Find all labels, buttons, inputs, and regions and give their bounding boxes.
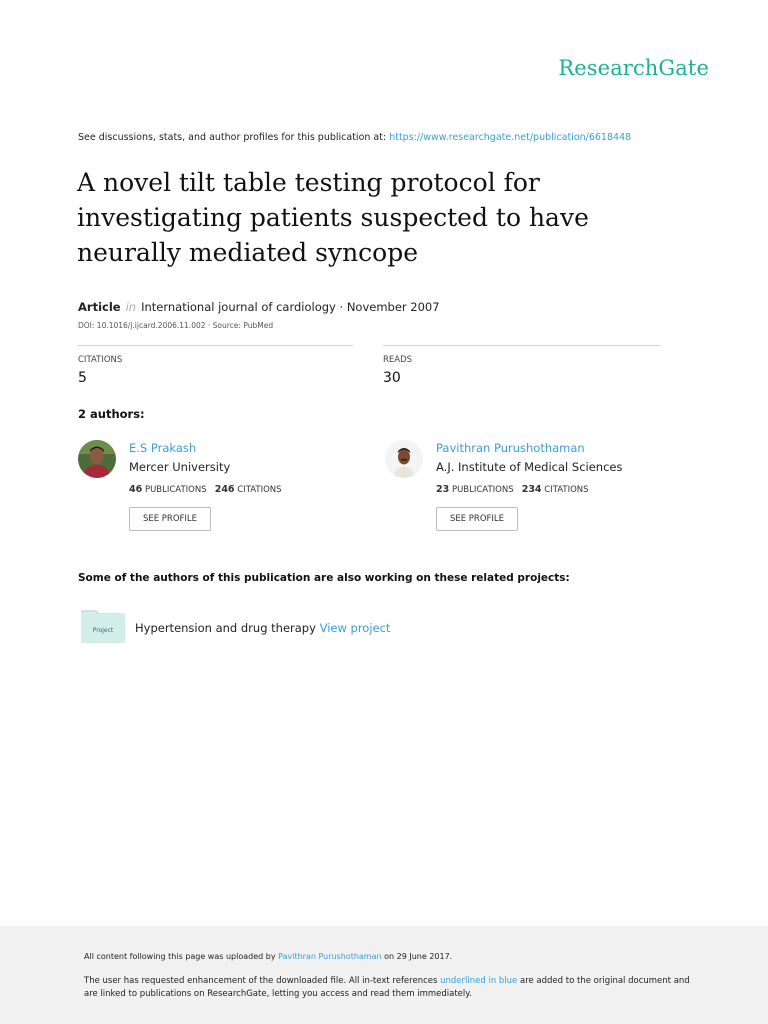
footer (0, 926, 768, 1024)
citations-label-small: CITATIONS (544, 485, 589, 495)
citations-divider (78, 345, 353, 346)
citations-count: 5 (78, 370, 87, 386)
authors-heading: 2 authors: (78, 407, 145, 421)
author-publications-count: 23 (436, 484, 450, 495)
uploader-link[interactable]: Pavithran Purushothaman (278, 952, 382, 961)
discussion-prefix: See discussions, stats, and author profiles for this publication at: (78, 132, 390, 143)
related-projects-heading: Some of the authors of this publication are also working on these related projects: (78, 572, 570, 584)
author-citations-count: 234 (521, 484, 542, 495)
publications-label: PUBLICATIONS (451, 485, 514, 495)
publication-type: Article (78, 300, 121, 314)
reads-label: READS (383, 355, 413, 365)
author-counts (436, 484, 589, 495)
doi-source: DOI: 10.1016/j.ijcard.2006.11.002 · Source: PubMed (78, 321, 274, 330)
journal-date: International journal of cardiology · November 2007 (141, 300, 440, 314)
publication-url-link[interactable]: https://www.researchgate.net/publication/6618448 (389, 132, 632, 143)
citations-label-small: CITATIONS (237, 485, 282, 495)
author-publications-count: 46 (129, 484, 143, 495)
enhancement-note (84, 975, 704, 1000)
project-entry (135, 621, 390, 635)
project-badge-label: Project (92, 627, 114, 634)
author-citations-count: 246 (214, 484, 235, 495)
note-suffix: are added to the original document and are linked to publications on ResearchGate, letting you access and read them immediately. (84, 976, 690, 999)
project-name: Hypertension and drug therapy (135, 621, 316, 635)
author-name[interactable]: Pavithran Purushothaman (436, 441, 585, 455)
author-institution: Mercer University (129, 460, 231, 474)
discussion-line (78, 132, 631, 143)
reads-divider (383, 345, 660, 346)
view-project-link[interactable]: View project (319, 621, 391, 635)
note-prefix: The user has requested enhancement of the downloaded file. All in-text references (84, 976, 441, 986)
see-profile-button[interactable]: SEE PROFILE (129, 507, 211, 531)
upload-prefix: All content following this page was uploaded by (84, 952, 279, 961)
project-folder-icon (81, 609, 125, 643)
author-name[interactable]: E.S Prakash (129, 441, 197, 455)
publications-label: PUBLICATIONS (144, 485, 207, 495)
upload-suffix: on 29 June 2017. (381, 952, 453, 961)
author-institution: A.J. Institute of Medical Sciences (436, 460, 623, 474)
author-counts (129, 484, 282, 495)
publication-meta (78, 300, 440, 314)
publication-title: A novel tilt table testing protocol for investigating patients suspected to have neurally mediated syncope (77, 168, 589, 267)
in-label: in (125, 300, 137, 314)
author-avatar[interactable] (78, 440, 116, 478)
reads-count: 30 (383, 370, 401, 386)
citations-label: CITATIONS (78, 355, 123, 365)
see-profile-button[interactable]: SEE PROFILE (436, 507, 518, 531)
researchgate-logo[interactable]: ResearchGate (558, 56, 709, 80)
upload-note (84, 952, 452, 961)
author-avatar[interactable] (385, 440, 423, 478)
underlined-in-blue-link[interactable]: underlined in blue (440, 976, 518, 986)
